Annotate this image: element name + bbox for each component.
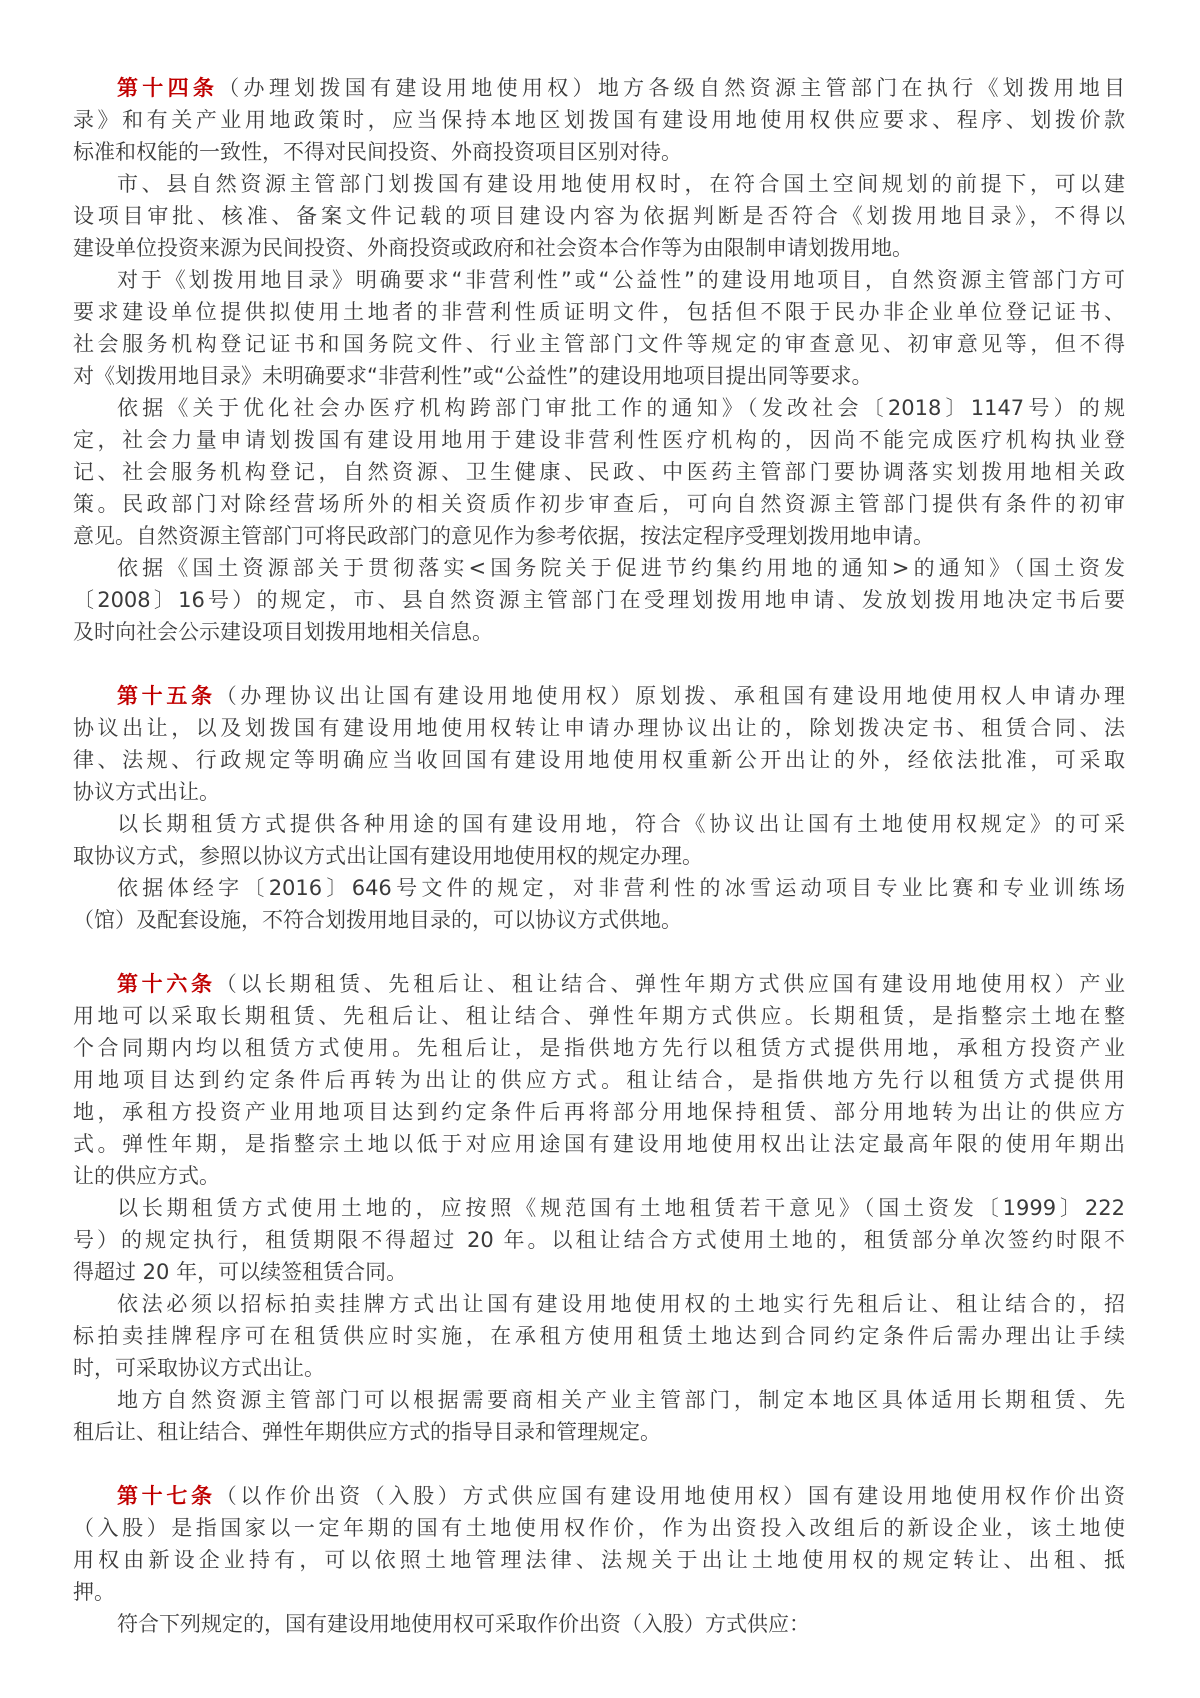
paragraph [73,1480,1125,1608]
text-line [73,168,1125,200]
line-text: 以长期租赁方式提供各种用途的国有建设用地，符合《协议出让国有土地使用权规定》的可采 [117,812,1125,836]
text-line [73,232,1125,264]
paragraph [73,168,1125,264]
line-text: （以长期租赁、先租后让、租让结合、弹性年期方式供应国有建设用地使用权）产业 [215,972,1125,996]
text-line [73,1352,1125,1384]
paragraph [73,1384,1125,1448]
article-heading: 第十五条 [117,684,216,708]
line-text: 依据《国土资源部关于贯彻落实<国务院关于促进节约集约用地的通知>的通知》（国土资发 [117,556,1125,580]
text-line [73,1512,1125,1544]
line-text: 依法必须以招标拍卖挂牌方式出让国有建设用地使用权的土地实行先租后让、租让结合的，招 [117,1292,1125,1316]
text-line [73,1288,1125,1320]
line-text: 用地项目达到约定条件后再转为出让的供应方式。租让结合，是指供地方先行以租赁方式提供用 [73,1068,1125,1092]
text-line [73,360,1125,392]
line-text: 以长期租赁方式使用土地的，应按照《规范国有土地租赁若干意见》（国土资发〔1999〕222 [117,1196,1125,1220]
article-heading: 第十四条 [117,76,219,100]
line-text: 标准和权能的一致性，不得对民间投资、外商投资项目区别对待。 [73,140,682,164]
line-text: 符合下列规定的，国有建设用地使用权可采取作价出资（入股）方式供应： [117,1612,810,1636]
article-heading: 第十七条 [117,1484,216,1508]
line-text: 号）的规定执行，租赁期限不得超过 20 年。以租让结合方式使用土地的，租赁部分单次签约时限不 [73,1228,1125,1252]
line-text: 时，可采取协议方式出让。 [73,1356,325,1380]
text-line [73,488,1125,520]
text-line [73,552,1125,584]
line-text: 录》和有关产业用地政策时，应当保持本地区划拨国有建设用地使用权供应要求、程序、划拨价款 [73,108,1125,132]
text-line [73,1192,1125,1224]
text-line [73,680,1125,712]
text-line [73,616,1125,648]
text-line [73,1576,1125,1608]
paragraph [73,392,1125,552]
text-line [73,872,1125,904]
text-line [73,1480,1125,1512]
line-text: 押。 [73,1580,115,1604]
text-line [73,1416,1125,1448]
text-line [73,1608,1125,1640]
text-line [73,1096,1125,1128]
paragraph [73,872,1125,936]
line-text: （办理协议出让国有建设用地使用权）原划拨、承租国有建设用地使用权人申请办理 [215,684,1125,708]
text-line [73,456,1125,488]
line-text: 租后让、租让结合、弹性年期供应方式的指导目录和管理规定。 [73,1420,661,1444]
text-line [73,200,1125,232]
line-text: 得超过 20 年，可以续签租赁合同。 [73,1260,408,1284]
text-line [73,1000,1125,1032]
line-text: 地方自然资源主管部门可以根据需要商相关产业主管部门，制定本地区具体适用长期租赁、先 [117,1388,1125,1412]
line-text: （入股）是指国家以一定年期的国有土地使用权作价，作为出资投入改组后的新设企业，该土地使 [73,1516,1125,1540]
text-line [73,392,1125,424]
line-text: 标拍卖挂牌程序可在租赁供应时实施，在承租方使用租赁土地达到合同约定条件后需办理出让手续 [73,1324,1125,1348]
text-line [73,1160,1125,1192]
document-body [73,72,1125,1672]
paragraph [73,1288,1125,1384]
line-text: 市、县自然资源主管部门划拨国有建设用地使用权时，在符合国土空间规划的前提下，可以建 [117,172,1125,196]
line-text: 协议方式出让。 [73,780,220,804]
line-text: 律、法规、行政规定等明确应当收回国有建设用地使用权重新公开出让的外，经依法批准，可采取 [73,748,1125,772]
line-text: （馆）及配套设施，不符合划拨用地目录的，可以协议方式供地。 [73,908,682,932]
text-line [73,712,1125,744]
text-line [73,424,1125,456]
text-line [73,104,1125,136]
line-text: 式。弹性年期，是指整宗土地以低于对应用途国有建设用地使用权出让法定最高年限的使用年期出 [73,1132,1125,1156]
text-line [73,1064,1125,1096]
text-line [73,264,1125,296]
article-section [73,1480,1125,1640]
text-line [73,840,1125,872]
line-text: 设项目审批、核准、备案文件记载的项目建设内容为依据判断是否符合《划拨用地目录》，不得以 [73,204,1125,228]
line-text: 用权由新设企业持有，可以依照土地管理法律、法规关于出让土地使用权的规定转让、出租、抵 [73,1548,1125,1572]
paragraph [73,1192,1125,1288]
text-line [73,136,1125,168]
text-line [73,1032,1125,1064]
paragraph [73,264,1125,392]
text-line [73,1320,1125,1352]
line-text: 用地可以采取长期租赁、先租后让、租让结合、弹性年期方式供应。长期租赁，是指整宗土地在整 [73,1004,1125,1028]
text-line [73,584,1125,616]
text-line [73,776,1125,808]
text-line [73,328,1125,360]
text-line [73,1544,1125,1576]
line-text: 及时向社会公示建设项目划拨用地相关信息。 [73,620,493,644]
article-heading: 第十六条 [117,972,216,996]
text-line [73,808,1125,840]
paragraph [73,72,1125,168]
line-text: 社会服务机构登记证书和国务院文件、行业主管部门文件等规定的审查意见、初审意见等，但不得 [73,332,1125,356]
article-section [73,72,1125,648]
line-text: 建设单位投资来源为民间投资、外商投资或政府和社会资本合作等为由限制申请划拨用地。 [73,236,913,260]
line-text: 依据体经字〔2016〕646号文件的规定，对非营利性的冰雪运动项目专业比赛和专业训练场 [117,876,1125,900]
line-text: 记、社会服务机构登记，自然资源、卫生健康、民政、中医药主管部门要协调落实划拨用地相关政 [73,460,1125,484]
line-text: 策。民政部门对除经营场所外的相关资质作初步审查后，可向自然资源主管部门提供有条件的初审 [73,492,1125,516]
line-text: 个合同期内均以租赁方式使用。先租后让，是指供地方先行以租赁方式提供用地，承租方投资产业 [73,1036,1125,1060]
text-line [73,72,1125,104]
text-line [73,1128,1125,1160]
paragraph [73,808,1125,872]
text-line [73,1224,1125,1256]
line-text: 让的供应方式。 [73,1164,220,1188]
line-text: 协议出让，以及划拨国有建设用地使用权转让申请办理协议出让的，除划拨决定书、租赁合同、法 [73,716,1125,740]
paragraph [73,680,1125,808]
article-section [73,968,1125,1448]
paragraph [73,968,1125,1192]
text-line [73,1256,1125,1288]
line-text: 取协议方式，参照以协议方式出让国有建设用地使用权的规定办理。 [73,844,703,868]
text-line [73,744,1125,776]
line-text: 意见。自然资源主管部门可将民政部门的意见作为参考依据，按法定程序受理划拨用地申请。 [73,524,934,548]
text-line [73,904,1125,936]
line-text: （以作价出资（入股）方式供应国有建设用地使用权）国有建设用地使用权作价出资 [215,1484,1125,1508]
line-text: 〔2008〕16号）的规定，市、县自然资源主管部门在受理划拨用地申请、发放划拨用地决定书后要 [73,588,1125,612]
text-line [73,1384,1125,1416]
line-text: 对于《划拨用地目录》明确要求“非营利性”或“公益性”的建设用地项目，自然资源主管部门方可 [117,268,1125,292]
line-text: （办理划拨国有建设用地使用权）地方各级自然资源主管部门在执行《划拨用地目 [218,76,1126,100]
text-line [73,520,1125,552]
line-text: 定，社会力量申请划拨国有建设用地用于建设非营利性医疗机构的，因尚不能完成医疗机构执业登 [73,428,1125,452]
line-text: 要求建设单位提供拟使用土地者的非营利性质证明文件，包括但不限于民办非企业单位登记证书、 [73,300,1125,324]
article-section [73,680,1125,936]
line-text: 地，承租方投资产业用地项目达到约定条件后再将部分用地保持租赁、部分用地转为出让的供应方 [73,1100,1125,1124]
paragraph [73,1608,1125,1640]
text-line [73,968,1125,1000]
paragraph [73,552,1125,648]
line-text: 对《划拨用地目录》未明确要求“非营利性”或“公益性”的建设用地项目提出同等要求。 [73,364,873,388]
line-text: 依据《关于优化社会办医疗机构跨部门审批工作的通知》（发改社会〔2018〕1147号）的规 [117,396,1125,420]
text-line [73,296,1125,328]
